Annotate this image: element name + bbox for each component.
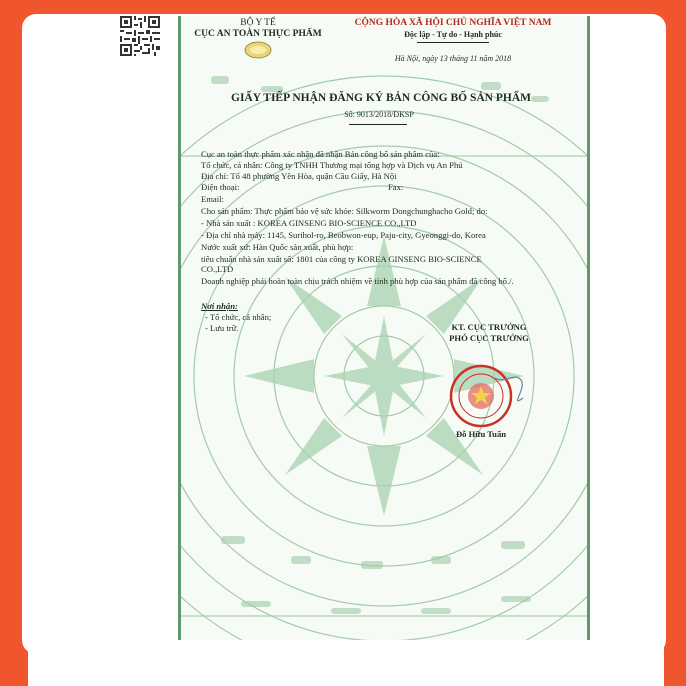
nation-name: CỘNG HÒA XÃ HỘI CHỦ NGHĨA VIỆT NAM xyxy=(354,18,552,28)
fax-label: Fax: xyxy=(388,182,404,192)
number-underline xyxy=(349,124,407,125)
email-label: Email: xyxy=(201,194,224,204)
phone-label: Điện thoại: xyxy=(201,182,240,192)
nation-motto: Độc lập - Tự do - Hạnh phúc xyxy=(404,30,502,39)
signer-title: PHÓ CỤC TRƯỞNG xyxy=(449,333,529,343)
agency-name: CỤC AN TOÀN THỰC PHẨM xyxy=(194,29,322,39)
document-number: Số: 9013/2018/ĐKSP xyxy=(344,110,414,119)
organization-text: Tổ chức, cá nhân: Công ty TNHH Thương mại tổng hợp và Dịch vụ An Phú xyxy=(201,160,463,170)
document-title: GIẤY TIẾP NHẬN ĐĂNG KÝ BẢN CÔNG BỐ SẢN PHẨM xyxy=(231,92,531,104)
standard-text: tiêu chuẩn nhà sản xuất số: 1801 của công ty KOREA GINSENG BIO-SCIENCE xyxy=(201,254,482,264)
place-date: Hà Nội, ngày 13 tháng 11 năm 2018 xyxy=(394,54,512,63)
official-seal-icon xyxy=(449,358,529,434)
signer-position: KT. CỤC TRƯỞNG xyxy=(451,322,527,332)
origin-text: Nước xuất xứ: Hàn Quốc sản xuất, phù hợp: xyxy=(201,242,354,252)
factory-address-text: - Địa chỉ nhà máy: 1145, Surihol-ro, Beobwon-eup, Paju-city, Gyeonggi-do, Korea xyxy=(201,230,486,240)
qr-code-icon xyxy=(118,14,162,58)
product-text: Cho sản phẩm: Thực phẩm bảo vệ sức khỏe: Silkworm Dongchunghacho Gold; do: xyxy=(201,206,488,216)
responsibility-text: Doanh nghiệp phải hoàn toàn chịu trách nhiệm về tính phù hợp của sản phẩm đã công bố./. xyxy=(201,276,514,286)
signer-name: Đỗ Hữu Tuấn xyxy=(455,429,507,439)
recipients-label: Nơi nhận: xyxy=(201,301,238,311)
motto-underline xyxy=(417,42,489,43)
manufacturer-text: - Nhà sản xuất : KOREA GINSENG BIO-SCIENCE CO.,LTD xyxy=(201,218,417,228)
address-text: Địa chỉ: Tổ 48 phường Yên Hòa, quận Cầu Giấy, Hà Nội xyxy=(201,171,397,181)
agency-logo-icon xyxy=(243,40,273,60)
recipient-item: - Tổ chức, cá nhân; xyxy=(205,312,272,322)
standard-text-cont: CO.,LTD xyxy=(201,264,234,274)
ministry-name: BỘ Y TẾ xyxy=(240,18,276,28)
recipient-item: - Lưu trữ. xyxy=(205,323,239,333)
intro-text: Cục an toàn thực phẩm xác nhận đã nhận Bản công bố sản phẩm của: xyxy=(201,149,440,159)
certificate-document xyxy=(178,16,590,640)
right-border xyxy=(664,0,686,686)
